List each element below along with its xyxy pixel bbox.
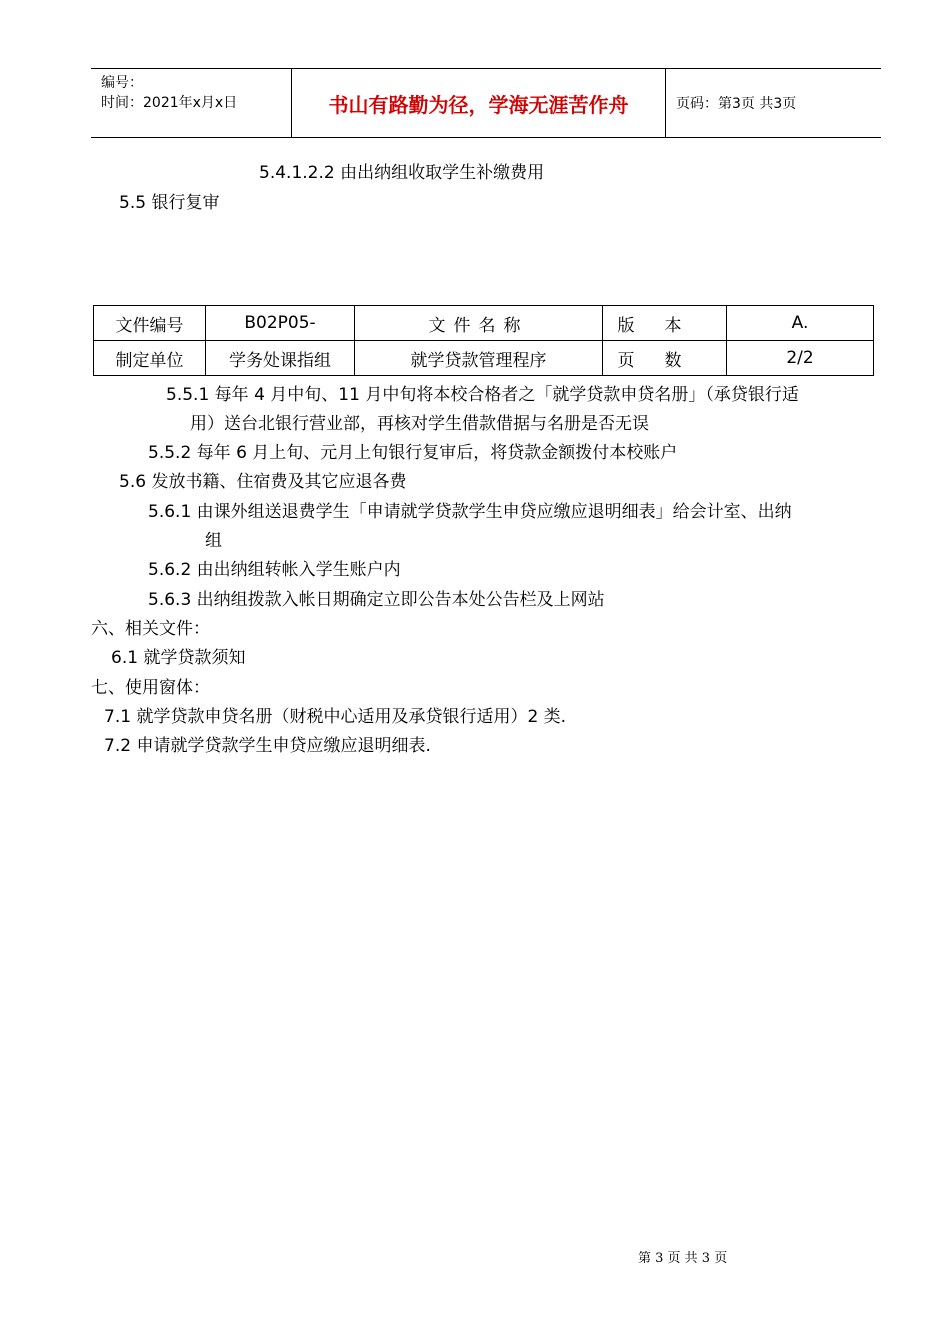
text-line: 用）送台北银行营业部，再核对学生借款借据与名册是否无误	[190, 414, 649, 434]
header-motto: 书山有路勤为径，学海无涯苦作舟	[292, 69, 666, 137]
section-heading: 5.5 银行复审	[119, 193, 220, 213]
table-cell: 学务处课指组	[206, 341, 355, 376]
table-cell: 文件名称	[355, 306, 603, 341]
table-row	[94, 306, 874, 341]
number-label: 编号：	[101, 75, 143, 91]
text-line: 组	[205, 531, 222, 551]
table-cell: 2/2	[727, 341, 874, 376]
table-cell: A.	[727, 306, 874, 341]
table-cell: 版本	[603, 306, 727, 341]
text-line: 5.6.3 出纳组拨款入帐日期确定立即公告本处公告栏及上网站	[148, 590, 605, 610]
text-line: 6.1 就学贷款须知	[111, 648, 246, 668]
document-info-table	[93, 305, 874, 376]
table-cell: 制定单位	[94, 341, 206, 376]
header-page-label: 页码：第3页 共3页	[676, 96, 797, 112]
text-line: 5.6.2 由出纳组转帐入学生账户内	[148, 560, 401, 580]
table-row	[94, 341, 874, 376]
text-line: 5.6.1 由课外组送退费学生「申请就学贷款学生申贷应缴应退明细表」给会计室、出纳	[148, 502, 792, 522]
table-cell: B02P05-	[206, 306, 355, 341]
table-cell: 就学贷款管理程序	[355, 341, 603, 376]
text-line: 5.4.1.2.2 由出纳组收取学生补缴费用	[259, 163, 545, 183]
section-heading: 六、相关文件：	[91, 619, 210, 639]
time-label: 时间：2021年x月x日	[101, 95, 238, 111]
section-heading: 5.6 发放书籍、住宿费及其它应退各费	[119, 472, 407, 492]
page-footer: 第 3 页 共 3 页	[638, 1251, 728, 1266]
text-line: 5.5.2 每年 6 月上旬、元月上旬银行复审后，将贷款金额拨付本校账户	[148, 443, 678, 463]
text-line: 5.5.1 每年 4 月中旬、11 月中旬将本校合格者之「就学贷款申贷名册」（承贷银行适	[166, 385, 799, 405]
header-meta	[91, 69, 292, 137]
text-line: 7.2 申请就学贷款学生申贷应缴应退明细表.	[104, 736, 431, 756]
page-header	[91, 68, 881, 138]
table-cell: 页数	[603, 341, 727, 376]
table-cell: 文件编号	[94, 306, 206, 341]
text-line: 7.1 就学贷款申贷名册（财税中心适用及承贷银行适用）2 类.	[104, 707, 567, 727]
section-heading: 七、使用窗体：	[91, 678, 210, 698]
